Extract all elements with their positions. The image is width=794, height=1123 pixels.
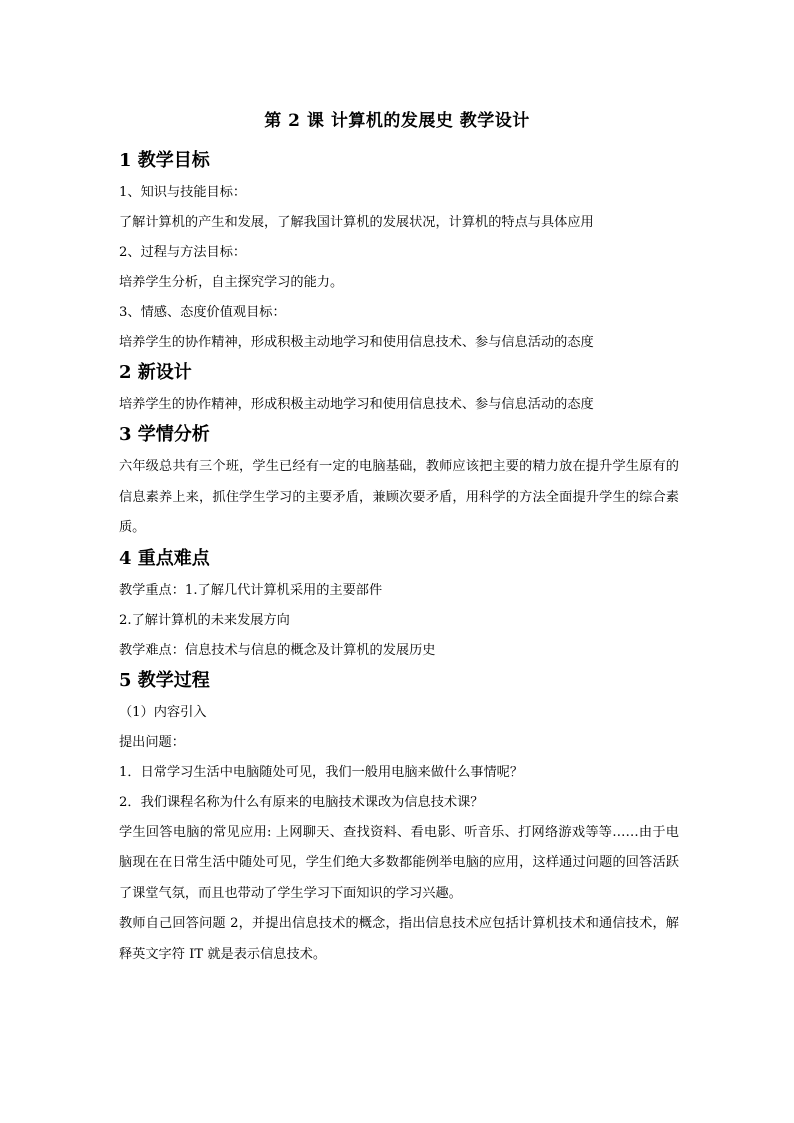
student-analysis-paragraph: 六年级总共有三个班，学生已经有一定的电脑基础，教师应该把主要的精力放在提升学生原有的信息素养上来，抓住学生学习的主要矛盾，兼顾次要矛盾，用科学的方法全面提升学生的综合素质。 xyxy=(119,459,679,535)
section-heading-student-analysis: 3 学情分析 xyxy=(119,424,210,445)
section-heading-new-design: 2 新设计 xyxy=(119,362,192,383)
section-heading-teaching-goals: 1 教学目标 xyxy=(119,150,210,171)
difficult-point: 教学难点：信息技术与信息的概念及计算机的发展历史 xyxy=(119,642,436,658)
teacher-answer-paragraph: 教师自己回答问题 2，并提出信息技术的概念，指出信息技术应包括计算机技术和通信技术，解释英文字符 IT 就是表示信息技术。 xyxy=(119,916,679,962)
section-heading-key-points: 4 重点难点 xyxy=(119,547,210,569)
goal-process-label: 2、过程与方法目标： xyxy=(119,245,247,260)
document-body xyxy=(119,146,679,970)
goal-attitude-text: 培养学生的协作精神，形成积极主动地学习和使用信息技术、参与信息活动的态度 xyxy=(119,335,594,350)
process-questions-label: 提出问题： xyxy=(119,734,185,750)
student-answer-paragraph: 学生回答电脑的常见应用: 上网聊天、查找资料、看电影、听音乐、打网络游戏等等……由于电脑现在在日常生活中随处可见，学生们绝大多数都能例举电脑的应用，这样通过问题的回答活跃了课堂气氛，而且也带动了学生学习下面知识的学习兴趣。 xyxy=(119,824,679,901)
goal-process-text: 培养学生分析，自主探究学习的能力。 xyxy=(119,275,344,290)
goal-attitude-label: 3、情感、态度价值观目标： xyxy=(119,305,286,320)
goal-knowledge-label: 1、知识与技能目标： xyxy=(119,185,247,200)
process-question-1: 1．日常学习生活中电脑随处可见，我们一般用电脑来做什么事情呢？ xyxy=(119,764,524,780)
process-question-2: 2．我们课程名称为什么有原来的电脑技术课改为信息技术课？ xyxy=(119,794,484,810)
new-design-text: 培养学生的协作精神，形成积极主动地学习和使用信息技术、参与信息活动的态度 xyxy=(119,397,594,412)
key-point-1: 教学重点：1.了解几代计算机采用的主要部件 xyxy=(119,582,383,598)
document-title: 第 2 课 计算机的发展史 教学设计 xyxy=(264,111,530,131)
section-heading-teaching-process: 5 教学过程 xyxy=(119,669,210,691)
goal-knowledge-text: 了解计算机的产生和发展，了解我国计算机的发展状况，计算机的特点与具体应用 xyxy=(119,215,594,230)
process-intro-label: （1）内容引入 xyxy=(119,704,207,720)
key-point-2: 2.了解计算机的未来发展方向 xyxy=(119,612,290,628)
